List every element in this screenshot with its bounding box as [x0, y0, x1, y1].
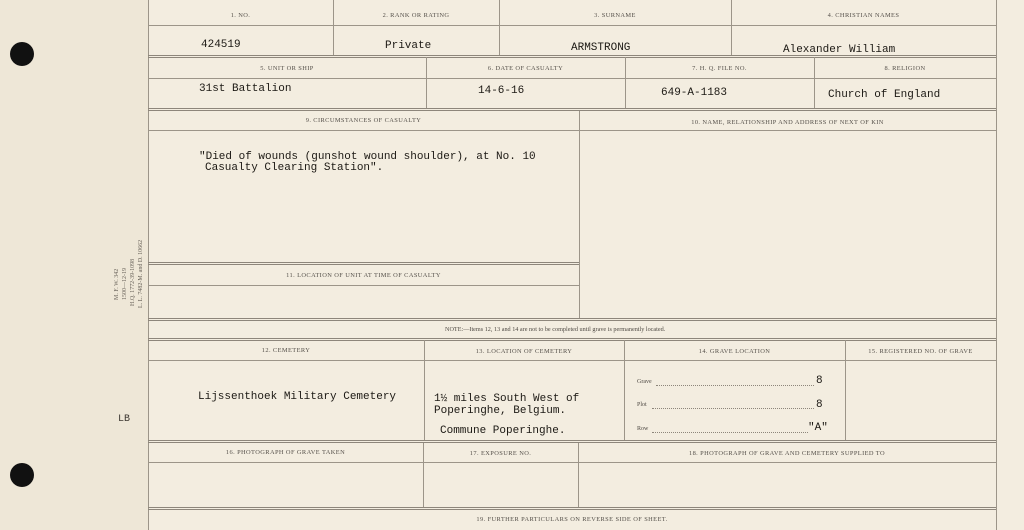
- form-code-3: H.Q. 1772-39-1098: [130, 258, 136, 306]
- label-row: Row: [637, 426, 649, 432]
- label-location-cemetery: 13. LOCATION OF CEMETERY: [475, 348, 573, 355]
- punch-hole-top: [10, 42, 34, 66]
- label-registered-no: 15. REGISTERED NO. OF GRAVE: [868, 348, 973, 355]
- card-margin: [0, 0, 148, 530]
- label-location-unit: 11. LOCATION OF UNIT AT TIME OF CASUALTY: [286, 272, 441, 279]
- label-date: 6. DATE OF CASUALTY: [487, 65, 564, 72]
- label-circumstances: 9. CIRCUMSTANCES OF CASUALTY: [305, 117, 422, 124]
- value-plot: 8: [816, 399, 823, 411]
- value-grave: 8: [816, 375, 823, 387]
- value-unit: 31st Battalion: [199, 83, 292, 95]
- label-exposure: 17. EXPOSURE NO.: [469, 450, 532, 457]
- value-rank: Private: [385, 40, 432, 52]
- label-next-of-kin: 10. NAME, RELATIONSHIP AND ADDRESS OF NEXT OF KIN: [691, 119, 884, 126]
- value-circumstances-line-1: "Died of wounds (gunshot wound shoulder), at No. 10: [199, 151, 536, 163]
- label-photo-supplied: 18. PHOTOGRAPH OF GRAVE AND CEMETERY SUPPLIED TO: [688, 450, 886, 457]
- note-text: NOTE:—Items 12, 13 and 14 are not to be completed until grave is permanently located.: [445, 326, 666, 333]
- punch-hole-bottom: [10, 463, 34, 487]
- label-rank: 2. RANK OR RATING: [382, 12, 450, 19]
- form-code-4: L. L. 7482-M. and D. 10662: [138, 239, 144, 308]
- label-plot: Plot: [637, 402, 647, 408]
- label-grave-location: 14. GRAVE LOCATION: [698, 348, 771, 355]
- form-code-2: 1500—12-19: [122, 268, 128, 300]
- value-location-line-3: Commune Poperinghe.: [440, 425, 566, 437]
- label-cemetery: 12. CEMETERY: [261, 347, 311, 354]
- label-religion: 8. RELIGION: [884, 65, 926, 72]
- clerk-initials: LB: [118, 414, 131, 425]
- value-christian-names: Alexander William: [783, 44, 896, 56]
- value-religion: Church of England: [828, 89, 941, 101]
- value-cemetery: Lijssenthoek Military Cemetery: [198, 391, 397, 403]
- label-christian-names: 4. CHRISTIAN NAMES: [827, 12, 900, 19]
- label-hq-file: 7. H. Q. FILE NO.: [692, 65, 747, 72]
- label-photo-taken: 16. PHOTOGRAPH OF GRAVE TAKEN: [225, 449, 346, 456]
- value-date: 14-6-16: [478, 85, 525, 97]
- form-right-border: [996, 0, 997, 530]
- value-location-line-1: 1½ miles South West of: [434, 393, 580, 405]
- value-circumstances-line-2: Casualty Clearing Station".: [205, 162, 384, 174]
- value-surname: ARMSTRONG: [571, 42, 631, 54]
- label-further-particulars: 19. FURTHER PARTICULARS ON REVERSE SIDE OF SHEET.: [476, 516, 668, 523]
- value-no: 424519: [201, 39, 241, 51]
- label-grave: Grave: [637, 379, 652, 385]
- label-no: 1. NO.: [230, 12, 251, 19]
- label-surname: 3. SURNAME: [594, 12, 636, 19]
- form-code-1: M. F. W. 342: [114, 268, 120, 300]
- value-location-line-2: Poperinghe, Belgium.: [434, 405, 567, 417]
- value-row: "A": [808, 422, 828, 434]
- label-unit: 5. UNIT OR SHIP: [260, 65, 314, 72]
- value-hq-file: 649-A-1183: [661, 87, 728, 99]
